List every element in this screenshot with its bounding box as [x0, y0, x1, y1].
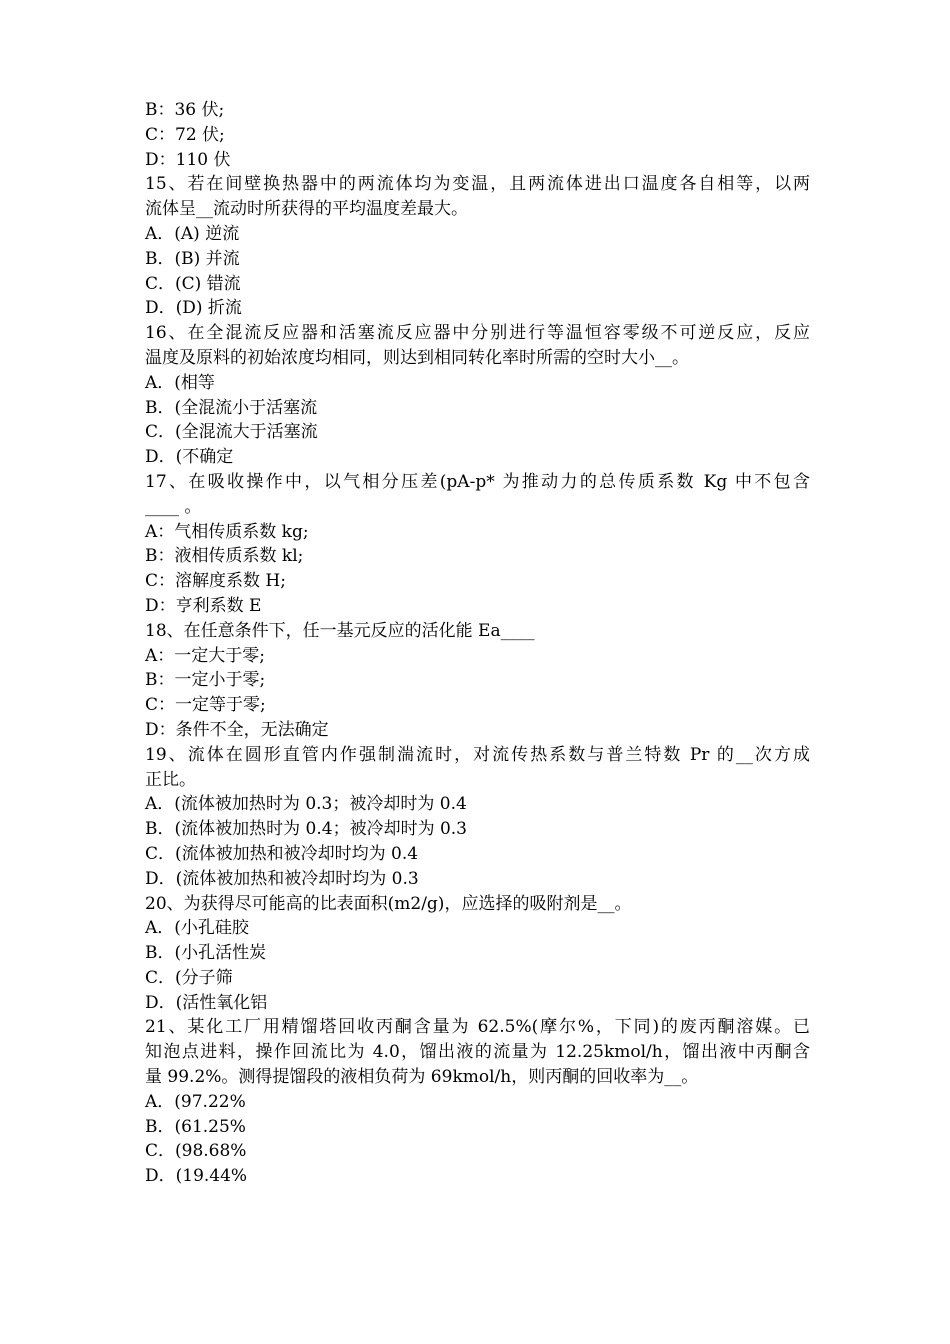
answer-option-line: D：110 伏: [145, 149, 231, 170]
question-text-line: 21、某化工厂用精馏塔回收丙酮含量为 62.5%(摩尔%，下同)的废丙酮溶媒。已: [145, 1017, 810, 1038]
answer-option-line: C．(C) 错流: [145, 273, 241, 294]
answer-option-line: C．(98.68%: [145, 1141, 247, 1162]
question-text-line: 17、在吸收操作中，以气相分压差(pA-p* 为推动力的总传质系数 Kg 中不包含: [145, 471, 810, 492]
question-text-line: 15、若在间壁换热器中的两流体均为变温，且两流体进出口温度各自相等，以两: [145, 174, 810, 195]
question-text-line: ____ 。: [145, 496, 202, 517]
answer-option-line: B．(61.25%: [145, 1116, 246, 1137]
answer-option-line: A．(小孔硅胶: [145, 918, 249, 939]
answer-option-line: C：溶解度系数 H;: [145, 571, 286, 592]
answer-option-line: B：36 伏;: [145, 100, 225, 120]
answer-option-line: D．(流体被加热和被冷却时均为 0.3: [145, 868, 419, 889]
answer-option-line: D．(不确定: [145, 447, 234, 468]
question-text-line: 正比。: [145, 769, 196, 790]
answer-option-line: C：一定等于零;: [145, 695, 266, 716]
answer-option-line: D：亨利系数 E: [145, 595, 262, 616]
question-text-line: 20、为获得尽可能高的比表面积(m2/g)，应选择的吸附剂是__。: [145, 893, 632, 914]
answer-option-line: C．(流体被加热和被冷却时均为 0.4: [145, 843, 419, 864]
document-page: [145, 98, 810, 1189]
answer-option-line: B：一定小于零;: [145, 670, 266, 691]
question-text-line: 19、流体在圆形直管内作强制湍流时，对流传热系数与普兰特数 Pr 的__次方成: [145, 744, 810, 765]
question-text-line: 量 99.2%。测得提馏段的液相负荷为 69kmol/h，则丙酮的回收率为__。: [145, 1067, 699, 1088]
question-text-line: 知泡点进料，操作回流比为 4.0，馏出液的流量为 12.25kmol/h，馏出液中丙酮含: [145, 1042, 810, 1063]
answer-option-line: D：条件不全，无法确定: [145, 719, 329, 740]
answer-option-line: B．(小孔活性炭: [145, 943, 267, 964]
answer-option-line: A．(流体被加热时为 0.3；被冷却时为 0.4: [145, 794, 467, 815]
answer-option-line: A．(相等: [145, 372, 215, 393]
answer-option-line: A：气相传质系数 kg;: [145, 521, 309, 542]
answer-option-line: A．(A) 逆流: [145, 223, 240, 244]
answer-option-line: D．(19.44%: [145, 1166, 248, 1187]
answer-option-line: D．(D) 折流: [145, 298, 242, 319]
answer-option-line: C：72 伏;: [145, 124, 225, 145]
answer-option-line: A：一定大于零;: [145, 645, 266, 666]
question-text-line: 流体呈__流动时所获得的平均温度差最大。: [145, 199, 468, 220]
answer-option-line: B．(全混流小于活塞流: [145, 397, 318, 418]
question-text-line: 18、在任意条件下，任一基元反应的活化能 Ea____: [145, 620, 535, 641]
answer-option-line: B：液相传质系数 kl;: [145, 546, 304, 567]
answer-option-line: C．(分子筛: [145, 967, 233, 988]
answer-option-line: B．(流体被加热时为 0.4；被冷却时为 0.3: [145, 819, 468, 840]
question-text-line: 16、在全混流反应器和活塞流反应器中分别进行等温恒容零级不可逆反应，反应: [145, 323, 810, 344]
answer-option-line: B．(B) 并流: [145, 248, 240, 269]
answer-option-line: A．(97.22%: [145, 1091, 246, 1112]
answer-option-line: D．(活性氧化铝: [145, 992, 268, 1013]
answer-option-line: C．(全混流大于活塞流: [145, 422, 318, 443]
question-text-line: 温度及原料的初始浓度均相同，则达到相同转化率时所需的空时大小__。: [145, 347, 689, 368]
